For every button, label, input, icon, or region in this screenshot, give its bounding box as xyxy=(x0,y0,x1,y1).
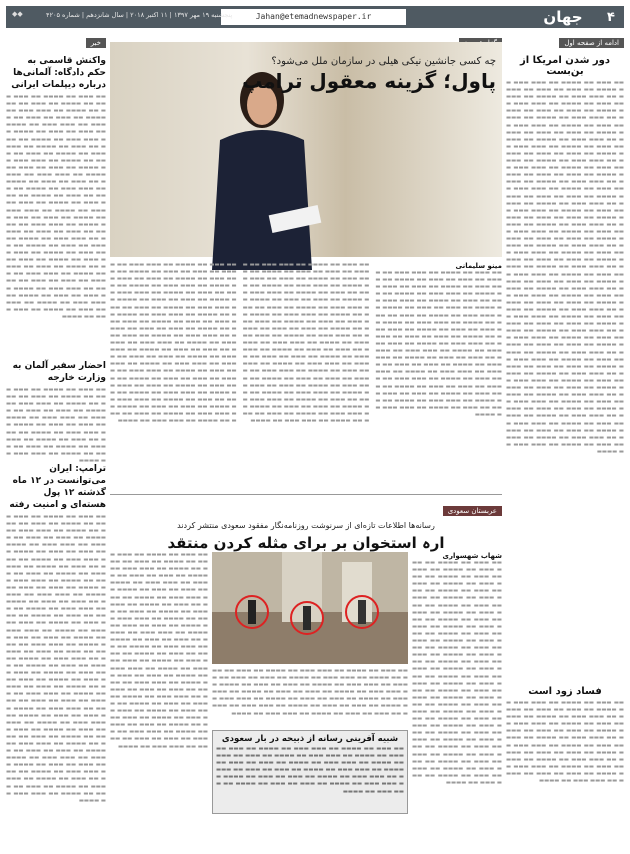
saudi-story-header xyxy=(110,494,502,550)
right-column xyxy=(506,30,624,814)
right-kicker: ادامه از صفحه اول xyxy=(559,38,624,48)
bottom-box-title: شبیه آفرینی رسانه از ذبیحه در بار سعودی xyxy=(221,734,399,744)
saudi-kicker: عربستان سعودی xyxy=(443,506,502,516)
masthead-logo: ◆◆ xyxy=(12,10,23,18)
cctv-photo xyxy=(212,552,408,664)
right-column-title-2: فساد زود است xyxy=(528,686,602,697)
lead-body xyxy=(110,262,502,490)
saudi-body-right-text: ▬▬ ▬▬▬ ▬▬ ▬▬▬▬ ▬▬ ▬▬▬ ▬▬▬ ▬▬ ▬▬▬▬ ▬▬ ▬▬▬ ▬▬ ▬▬▬ ▬▬ ▬▬▬▬ ▬▬ ▬▬▬ ▬▬▬ ▬▬ ▬▬▬▬ ▬▬ ▬▬▬ ▬▬ ▬▬▬ ▬▬ ▬▬▬▬ ▬▬ ▬▬▬ ▬▬▬ ▬▬ ▬▬▬▬ ▬▬ ▬▬▬ ▬▬ ▬▬▬ ▬▬ ▬▬▬▬ ▬▬ ▬▬▬ ▬▬▬ ▬▬ ▬▬▬▬ ▬▬ ▬▬▬ ▬▬ ▬▬▬ ▬▬ ▬▬▬▬ ▬▬ ▬▬▬ ▬▬▬ ▬▬ ▬▬▬▬ ▬▬ ▬▬▬ ▬▬ ▬▬▬ ▬▬ ▬▬▬▬ ▬▬ ▬▬▬ ▬▬▬ ▬▬ ▬▬▬▬ ▬▬ ▬▬▬ ▬▬ ▬▬▬ ▬▬ ▬▬▬▬ ▬▬ ▬▬▬ ▬▬▬ ▬▬ ▬▬▬▬ ▬▬ ▬▬▬ ▬▬ ▬▬▬ ▬▬ ▬▬▬▬ ▬▬ ▬▬▬ ▬▬▬ ▬▬ ▬▬▬▬ ▬▬ ▬▬▬ ▬▬ ▬▬▬ ▬▬ ▬▬▬▬ ▬▬ ▬▬▬ ▬▬▬ ▬▬ ▬▬▬▬ ▬▬ ▬▬▬ ▬▬ ▬▬▬ ▬▬ ▬▬▬▬ ▬▬ ▬▬▬ ▬▬▬ ▬▬ ▬▬▬▬ ▬▬ ▬▬▬ ▬▬ ▬▬▬ ▬▬ ▬▬▬▬ ▬▬ ▬▬▬ ▬▬▬ ▬▬ ▬▬▬▬ ▬▬ ▬▬▬ ▬▬ ▬▬▬ ▬▬ ▬▬▬▬ ▬▬ ▬▬▬ ▬▬▬ ▬▬ ▬▬▬▬ ▬▬ ▬▬▬ ▬▬ ▬▬▬ ▬▬ ▬▬▬▬ ▬▬ ▬▬▬ ▬▬▬ ▬▬ ▬▬▬▬ ▬▬ ▬▬▬ ▬▬ ▬▬▬ ▬▬ ▬▬▬▬ ▬▬ ▬▬▬ ▬▬▬ ▬▬ ▬▬▬▬ ▬▬ ▬▬▬ ▬▬ ▬▬▬ ▬▬ ▬▬▬▬ ▬▬ ▬▬▬ ▬▬▬ ▬▬ ▬▬▬▬ ▬▬ ▬▬▬ ▬▬ ▬▬▬ ▬▬ ▬▬▬▬ ▬▬ ▬▬▬ ▬▬▬ ▬▬ ▬▬▬▬ xyxy=(412,560,502,786)
saudi-body-center xyxy=(212,668,408,728)
lead-subtitle: چه کسی جانشین نیکی هیلی در سازمان ملل می‌شود؟ xyxy=(271,56,496,67)
section-email: Jahan@etemadnewspaper.ir xyxy=(221,9,406,25)
left-body-2: ▬▬ ▬▬▬ ▬▬ ▬▬▬▬ ▬▬ ▬▬▬ ▬▬▬ ▬▬ ▬▬▬▬ ▬▬ ▬▬▬ ▬▬ ▬▬▬ ▬▬ ▬▬▬▬ ▬▬ ▬▬▬ ▬▬▬ ▬▬ ▬▬▬▬ ▬▬ ▬▬▬ ▬▬ ▬▬▬ ▬▬ ▬▬▬▬ ▬▬ ▬▬▬ ▬▬▬ ▬▬ ▬▬▬▬ ▬▬ ▬▬▬ ▬▬ ▬▬▬ ▬▬ ▬▬▬▬ ▬▬ ▬▬▬ ▬▬▬ ▬▬ ▬▬▬▬ ▬▬ ▬▬▬ ▬▬ ▬▬▬ ▬▬ ▬▬▬▬ ▬▬ ▬▬▬ ▬▬▬ ▬▬ ▬▬▬▬ ▬▬ ▬▬▬ ▬▬ ▬▬▬ ▬▬ ▬▬▬▬ ▬▬ ▬▬▬ ▬▬▬ ▬▬ ▬▬▬▬ xyxy=(6,387,106,464)
saudi-body-right xyxy=(412,552,502,792)
left-kicker: خبر xyxy=(86,38,106,48)
issue-dateline: پنجشنبه ۱۹ مهر ۱۳۹۷ | ۱۱ اکتبر ۲۰۱۸ | سال شانزدهم | شماره ۴۲۰۵ xyxy=(46,11,233,19)
left-headline-3: ترامپ: ایران می‌توانست در ۱۲ ماه گذشته ۱۲ پول هسته‌ای و امنیت رفته xyxy=(9,464,106,510)
right-column-body: ▬▬ ▬▬▬ ▬▬ ▬▬▬▬ ▬▬ ▬▬▬ ▬▬▬ ▬▬ ▬▬▬▬ ▬▬ ▬▬▬ ▬▬ ▬▬▬ ▬▬ ▬▬▬▬ ▬▬ ▬▬▬ ▬▬▬ ▬▬ ▬▬▬▬ ▬▬ ▬▬▬ ▬▬ ▬▬▬ ▬▬ ▬▬▬▬ ▬▬ ▬▬▬ ▬▬▬ ▬▬ ▬▬▬▬ ▬▬ ▬▬▬ ▬▬ ▬▬▬ ▬▬ ▬▬▬▬ ▬▬ ▬▬▬ ▬▬▬ ▬▬ ▬▬▬▬ ▬▬ ▬▬▬ ▬▬ ▬▬▬ ▬▬ ▬▬▬▬ ▬▬ ▬▬▬ ▬▬▬ ▬▬ ▬▬▬▬ ▬▬ ▬▬▬ ▬▬ ▬▬▬ ▬▬ ▬▬▬▬ ▬▬ ▬▬▬ ▬▬▬ ▬▬ ▬▬▬▬ ▬▬ ▬▬▬ ▬▬ ▬▬▬ ▬▬ ▬▬▬▬ ▬▬ ▬▬▬ ▬▬▬ ▬▬ ▬▬▬▬ ▬▬ ▬▬▬ ▬▬ ▬▬▬ ▬▬ ▬▬▬▬ ▬▬ ▬▬▬ ▬▬▬ ▬▬ ▬▬▬▬ ▬▬ ▬▬▬ ▬▬ ▬▬▬ ▬▬ ▬▬▬▬ ▬▬ ▬▬▬ ▬▬▬ ▬▬ ▬▬▬▬ ▬▬ ▬▬▬ ▬▬ ▬▬▬ ▬▬ ▬▬▬▬ ▬▬ ▬▬▬ ▬▬▬ ▬▬ ▬▬▬▬ ▬▬ ▬▬▬ ▬▬ ▬▬▬ ▬▬ ▬▬▬▬ ▬▬ ▬▬▬ ▬▬▬ ▬▬ ▬▬▬▬ ▬▬ ▬▬▬ ▬▬ ▬▬▬ ▬▬ ▬▬▬▬ ▬▬ ▬▬▬ ▬▬▬ ▬▬ ▬▬▬▬ ▬▬ ▬▬▬ ▬▬ ▬▬▬ ▬▬ ▬▬▬▬ ▬▬ ▬▬▬ ▬▬▬ ▬▬ ▬▬▬▬ ▬▬ ▬▬▬ ▬▬ ▬▬▬ ▬▬ ▬▬▬▬ ▬▬ ▬▬▬ ▬▬▬ ▬▬ ▬▬▬▬ ▬▬ ▬▬▬ ▬▬ ▬▬▬ ▬▬ ▬▬▬▬ ▬▬ ▬▬▬ ▬▬▬ ▬▬ ▬▬▬▬ ▬▬ ▬▬▬ ▬▬ ▬▬▬ ▬▬ ▬▬▬▬ ▬▬ ▬▬▬ ▬▬▬ ▬▬ ▬▬▬▬ ▬▬ ▬▬▬ ▬▬ ▬▬▬ ▬▬ ▬▬▬▬ ▬▬ ▬▬▬ ▬▬▬ ▬▬ ▬▬▬▬ ▬▬ ▬▬▬ ▬▬ ▬▬▬ ▬▬ ▬▬▬▬ ▬▬ ▬▬▬ ▬▬▬ ▬▬ ▬▬▬▬ ▬▬ ▬▬▬ ▬▬ ▬▬▬ ▬▬ ▬▬▬▬ ▬▬ ▬▬▬ ▬▬▬ ▬▬ ▬▬▬▬ ▬▬ ▬▬▬ ▬▬ ▬▬▬ ▬▬ ▬▬▬▬ ▬▬ ▬▬▬ ▬▬▬ ▬▬ ▬▬▬▬ ▬▬ ▬▬▬ ▬▬ ▬▬▬ ▬▬ ▬▬▬▬ ▬▬ ▬▬▬ ▬▬▬ ▬▬ ▬▬▬▬ ▬▬ ▬▬▬ ▬▬ ▬▬▬ ▬▬ ▬▬▬▬ ▬▬ ▬▬▬ ▬▬▬ ▬▬ ▬▬▬▬ ▬▬ ▬▬▬ ▬▬ ▬▬▬ ▬▬ ▬▬▬▬ ▬▬ ▬▬▬ ▬▬▬ ▬▬ ▬▬▬▬ ▬▬ ▬▬▬ ▬▬ ▬▬▬ ▬▬ ▬▬▬▬ ▬▬ ▬▬▬ ▬▬▬ ▬▬ ▬▬▬▬ ▬▬ ▬▬▬ ▬▬ ▬▬▬ ▬▬ ▬▬▬▬ ▬▬ ▬▬▬ ▬▬▬ ▬▬ ▬▬▬▬ ▬▬ ▬▬▬ ▬▬ ▬▬▬ ▬▬ ▬▬▬▬ ▬▬ ▬▬▬ ▬▬▬ ▬▬ ▬▬▬▬ ▬▬ ▬▬▬ ▬▬ ▬▬▬ ▬▬ ▬▬▬▬ ▬▬ ▬▬▬ ▬▬▬ ▬▬ ▬▬▬▬ ▬▬ ▬▬▬ ▬▬ ▬▬▬ ▬▬ ▬▬▬▬ ▬▬ ▬▬▬ ▬▬▬ ▬▬ ▬▬▬▬ ▬▬ ▬▬▬ ▬▬ ▬▬▬ ▬▬ ▬▬▬▬ ▬▬ ▬▬▬ ▬▬▬ ▬▬ ▬▬▬▬ ▬▬ ▬▬▬ ▬▬ ▬▬▬ ▬▬ ▬▬▬▬ ▬▬ ▬▬▬ ▬▬▬ ▬▬ ▬▬▬▬ ▬▬ ▬▬▬ ▬▬ ▬▬▬ ▬▬ ▬▬▬▬ ▬▬ ▬▬▬ ▬▬▬ ▬▬ ▬▬▬▬ ▬▬ ▬▬▬ ▬▬ ▬▬▬ ▬▬ ▬▬▬▬ ▬▬ ▬▬▬ ▬▬▬ ▬▬ ▬▬▬▬ ▬▬ ▬▬▬ ▬▬ ▬▬▬ ▬▬ ▬▬▬▬ ▬▬ ▬▬▬ ▬▬▬ ▬▬ ▬▬▬▬ ▬▬ ▬▬▬ ▬▬ ▬▬▬ ▬▬ ▬▬▬▬ ▬▬ ▬▬▬ ▬▬▬ ▬▬ ▬▬▬▬ ▬▬ ▬▬▬ ▬▬ ▬▬▬ ▬▬ ▬▬▬▬ ▬▬ ▬▬▬ ▬▬▬ ▬▬ ▬▬▬▬ xyxy=(506,80,624,455)
saudi-body-center-text: ▬▬ ▬▬▬ ▬▬ ▬▬▬▬ ▬▬ ▬▬▬ ▬▬▬ ▬▬ ▬▬▬▬ ▬▬ ▬▬▬ ▬▬ ▬▬▬ ▬▬ ▬▬▬▬ ▬▬ ▬▬▬ ▬▬▬ ▬▬ ▬▬▬▬ ▬▬ ▬▬▬ ▬▬ ▬▬▬ ▬▬ ▬▬▬▬ ▬▬ ▬▬▬ ▬▬▬ ▬▬ ▬▬▬▬ ▬▬ ▬▬▬ ▬▬ ▬▬▬ ▬▬ ▬▬▬▬ ▬▬ ▬▬▬ ▬▬▬ ▬▬ ▬▬▬▬ ▬▬ ▬▬▬ ▬▬ ▬▬▬ ▬▬ ▬▬▬▬ ▬▬ ▬▬▬ ▬▬▬ ▬▬ ▬▬▬▬ ▬▬ ▬▬▬ ▬▬ ▬▬▬ ▬▬ ▬▬▬▬ ▬▬ ▬▬▬ ▬▬▬ ▬▬ ▬▬▬▬ ▬▬ ▬▬▬ ▬▬ ▬▬▬ ▬▬ ▬▬▬▬ ▬▬ ▬▬▬ ▬▬▬ ▬▬ ▬▬▬▬ ▬▬ ▬▬▬ ▬▬ ▬▬▬ ▬▬ ▬▬▬▬ ▬▬ ▬▬▬ ▬▬▬ ▬▬ ▬▬▬▬ xyxy=(212,668,408,717)
section-title: جهان xyxy=(543,8,583,26)
cctv-scene xyxy=(212,552,408,664)
bottom-sidebar-box xyxy=(212,730,408,814)
left-body-3: ▬▬ ▬▬▬ ▬▬ ▬▬▬▬ ▬▬ ▬▬▬ ▬▬▬ ▬▬ ▬▬▬▬ ▬▬ ▬▬▬ ▬▬ ▬▬▬ ▬▬ ▬▬▬▬ ▬▬ ▬▬▬ ▬▬▬ ▬▬ ▬▬▬▬ ▬▬ ▬▬▬ ▬▬ ▬▬▬ ▬▬ ▬▬▬▬ ▬▬ ▬▬▬ ▬▬▬ ▬▬ ▬▬▬▬ ▬▬ ▬▬▬ ▬▬ ▬▬▬ ▬▬ ▬▬▬▬ ▬▬ ▬▬▬ ▬▬▬ ▬▬ ▬▬▬▬ ▬▬ ▬▬▬ ▬▬ ▬▬▬ ▬▬ ▬▬▬▬ ▬▬ ▬▬▬ ▬▬▬ ▬▬ ▬▬▬▬ ▬▬ ▬▬▬ ▬▬ ▬▬▬ ▬▬ ▬▬▬▬ ▬▬ ▬▬▬ ▬▬▬ ▬▬ ▬▬▬▬ ▬▬ ▬▬▬ ▬▬ ▬▬▬ ▬▬ ▬▬▬▬ ▬▬ ▬▬▬ ▬▬▬ ▬▬ ▬▬▬▬ ▬▬ ▬▬▬ ▬▬ ▬▬▬ ▬▬ ▬▬▬▬ ▬▬ ▬▬▬ ▬▬▬ ▬▬ ▬▬▬▬ ▬▬ ▬▬▬ ▬▬ ▬▬▬ ▬▬ ▬▬▬▬ ▬▬ ▬▬▬ ▬▬▬ ▬▬ ▬▬▬▬ ▬▬ ▬▬▬ ▬▬ ▬▬▬ ▬▬ ▬▬▬▬ ▬▬ ▬▬▬ ▬▬▬ ▬▬ ▬▬▬▬ ▬▬ ▬▬▬ ▬▬ ▬▬▬ ▬▬ ▬▬▬▬ ▬▬ ▬▬▬ ▬▬▬ ▬▬ ▬▬▬▬ ▬▬ ▬▬▬ ▬▬ ▬▬▬ ▬▬ ▬▬▬▬ ▬▬ ▬▬▬ ▬▬▬ ▬▬ ▬▬▬▬ ▬▬ ▬▬▬ ▬▬ ▬▬▬ ▬▬ ▬▬▬▬ ▬▬ ▬▬▬ ▬▬▬ ▬▬ ▬▬▬▬ ▬▬ ▬▬▬ ▬▬ ▬▬▬ ▬▬ ▬▬▬▬ ▬▬ ▬▬▬ ▬▬▬ ▬▬ ▬▬▬▬ ▬▬ ▬▬▬ ▬▬ ▬▬▬ ▬▬ ▬▬▬▬ ▬▬ ▬▬▬ ▬▬▬ ▬▬ ▬▬▬▬ ▬▬ ▬▬▬ ▬▬ ▬▬▬ ▬▬ ▬▬▬▬ ▬▬ ▬▬▬ ▬▬▬ ▬▬ ▬▬▬▬ ▬▬ ▬▬▬ ▬▬ ▬▬▬ ▬▬ ▬▬▬▬ ▬▬ ▬▬▬ ▬▬▬ ▬▬ ▬▬▬▬ ▬▬ ▬▬▬ ▬▬ ▬▬▬ ▬▬ ▬▬▬▬ ▬▬ ▬▬▬ ▬▬▬ ▬▬ ▬▬▬▬ ▬▬ ▬▬▬ ▬▬ ▬▬▬ ▬▬ ▬▬▬▬ ▬▬ ▬▬▬ ▬▬▬ ▬▬ ▬▬▬▬ ▬▬ ▬▬▬ ▬▬ ▬▬▬ ▬▬ ▬▬▬▬ ▬▬ ▬▬▬ ▬▬▬ ▬▬ ▬▬▬▬ ▬▬ ▬▬▬ ▬▬ ▬▬▬ ▬▬ ▬▬▬▬ ▬▬ ▬▬▬ ▬▬▬ ▬▬ ▬▬▬▬ ▬▬ ▬▬▬ ▬▬ ▬▬▬ ▬▬ ▬▬▬▬ ▬▬ ▬▬▬ ▬▬▬ ▬▬ ▬▬▬▬ ▬▬ ▬▬▬ ▬▬ ▬▬▬ ▬▬ ▬▬▬▬ ▬▬ ▬▬▬ ▬▬▬ ▬▬ ▬▬▬▬ xyxy=(6,514,106,804)
lead-byline: مینو سلیمانی xyxy=(455,262,502,270)
bottom-box-body: ▬▬ ▬▬▬ ▬▬ ▬▬▬▬ ▬▬ ▬▬▬ ▬▬▬ ▬▬ ▬▬▬▬ ▬▬ ▬▬▬ ▬▬ ▬▬▬ ▬▬ ▬▬▬▬ ▬▬ ▬▬▬ ▬▬▬ ▬▬ ▬▬▬▬ ▬▬ ▬▬▬ ▬▬ ▬▬▬ ▬▬ ▬▬▬▬ ▬▬ ▬▬▬ ▬▬▬ ▬▬ ▬▬▬▬ ▬▬ ▬▬▬ ▬▬ ▬▬▬ ▬▬ ▬▬▬▬ ▬▬ ▬▬▬ ▬▬▬ ▬▬ ▬▬▬▬ ▬▬ ▬▬▬ ▬▬ ▬▬▬ ▬▬ ▬▬▬▬ ▬▬ ▬▬▬ ▬▬▬ ▬▬ ▬▬▬▬ ▬▬ ▬▬▬ ▬▬ ▬▬▬ ▬▬ ▬▬▬▬ ▬▬ ▬▬▬ ▬▬▬ ▬▬ ▬▬▬▬ ▬▬ ▬▬▬ ▬▬ ▬▬▬ ▬▬ ▬▬▬▬ ▬▬ ▬▬▬ ▬▬▬ ▬▬ ▬▬▬▬ xyxy=(216,746,404,795)
left-body-1: ▬▬ ▬▬▬ ▬▬ ▬▬▬▬ ▬▬ ▬▬▬ ▬▬▬ ▬▬ ▬▬▬▬ ▬▬ ▬▬▬ ▬▬ ▬▬▬ ▬▬ ▬▬▬▬ ▬▬ ▬▬▬ ▬▬▬ ▬▬ ▬▬▬▬ ▬▬ ▬▬▬ ▬▬ ▬▬▬ ▬▬ ▬▬▬▬ ▬▬ ▬▬▬ ▬▬▬ ▬▬ ▬▬▬▬ ▬▬ ▬▬▬ ▬▬ ▬▬▬ ▬▬ ▬▬▬▬ ▬▬ ▬▬▬ ▬▬▬ ▬▬ ▬▬▬▬ ▬▬ ▬▬▬ ▬▬ ▬▬▬ ▬▬ ▬▬▬▬ ▬▬ ▬▬▬ ▬▬▬ ▬▬ ▬▬▬▬ ▬▬ ▬▬▬ ▬▬ ▬▬▬ ▬▬ ▬▬▬▬ ▬▬ ▬▬▬ ▬▬▬ ▬▬ ▬▬▬▬ ▬▬ ▬▬▬ ▬▬ ▬▬▬ ▬▬ ▬▬▬▬ ▬▬ ▬▬▬ ▬▬▬ ▬▬ ▬▬▬▬ ▬▬ ▬▬▬ ▬▬ ▬▬▬ ▬▬ ▬▬▬▬ ▬▬ ▬▬▬ ▬▬▬ ▬▬ ▬▬▬▬ ▬▬ ▬▬▬ ▬▬ ▬▬▬ ▬▬ ▬▬▬▬ ▬▬ ▬▬▬ ▬▬▬ ▬▬ ▬▬▬▬ ▬▬ ▬▬▬ ▬▬ ▬▬▬ ▬▬ ▬▬▬▬ ▬▬ ▬▬▬ ▬▬▬ ▬▬ ▬▬▬▬ ▬▬ ▬▬▬ ▬▬ ▬▬▬ ▬▬ ▬▬▬▬ ▬▬ ▬▬▬ ▬▬▬ ▬▬ ▬▬▬▬ ▬▬ ▬▬▬ ▬▬ ▬▬▬ ▬▬ ▬▬▬▬ ▬▬ ▬▬▬ ▬▬▬ ▬▬ ▬▬▬▬ ▬▬ ▬▬▬ ▬▬ ▬▬▬ ▬▬ ▬▬▬▬ ▬▬ ▬▬▬ ▬▬▬ ▬▬ ▬▬▬▬ ▬▬ ▬▬▬ ▬▬ ▬▬▬ ▬▬ ▬▬▬▬ ▬▬ ▬▬▬ ▬▬▬ ▬▬ ▬▬▬▬ ▬▬ ▬▬▬ ▬▬ ▬▬▬ ▬▬ ▬▬▬▬ ▬▬ ▬▬▬ ▬▬▬ ▬▬ ▬▬▬▬ ▬▬ ▬▬▬ ▬▬ ▬▬▬ ▬▬ ▬▬▬▬ ▬▬ ▬▬▬ ▬▬▬ ▬▬ ▬▬▬▬ ▬▬ ▬▬▬ ▬▬ ▬▬▬ ▬▬ ▬▬▬▬ ▬▬ ▬▬▬ ▬▬▬ ▬▬ ▬▬▬▬ ▬▬ ▬▬▬ ▬▬ ▬▬▬ ▬▬ ▬▬▬▬ ▬▬ ▬▬▬ ▬▬▬ ▬▬ ▬▬▬▬ xyxy=(6,94,106,320)
lead-headline: پاول؛ گزینه معقول ترامپ xyxy=(242,69,496,93)
lead-photo xyxy=(110,42,502,257)
right-column-title: دور شدن امریکا از بن‌بست xyxy=(519,55,611,77)
page-header-bar xyxy=(6,6,624,28)
left-headline-2: احضار سفیر آلمان به وزارت خارجه xyxy=(12,361,106,383)
left-column xyxy=(6,30,106,814)
lead-headline-block xyxy=(242,56,496,93)
page-number: ۴ xyxy=(607,9,615,25)
left-headline-1: واکنش قاسمی به حکم دادگاه: آلمانی‌ها درباره دیپلمات ایرانی xyxy=(11,56,106,90)
saudi-byline: شهاب شهسواری xyxy=(442,552,502,560)
lead-story xyxy=(110,30,502,258)
saudi-subtitle: رسانه‌ها اطلاعات تازه‌ای از سرنوشت روزنامه‌نگار مفقود سعودی منتشر کردند xyxy=(177,521,435,530)
saudi-body-left xyxy=(110,552,208,792)
saudi-headline: ارہ استخوان بر برای مثله کردن منتقد xyxy=(167,534,445,552)
lead-body-col-2: ▬▬ ▬▬▬ ▬▬ ▬▬▬▬ ▬▬ ▬▬▬ ▬▬▬ ▬▬ ▬▬▬▬ ▬▬ ▬▬▬ ▬▬ ▬▬▬ ▬▬ ▬▬▬▬ ▬▬ ▬▬▬ ▬▬▬ ▬▬ ▬▬▬▬ ▬▬ ▬▬▬ ▬▬ ▬▬▬ ▬▬ ▬▬▬▬ ▬▬ ▬▬▬ ▬▬▬ ▬▬ ▬▬▬▬ ▬▬ ▬▬▬ ▬▬ ▬▬▬ ▬▬ ▬▬▬▬ ▬▬ ▬▬▬ ▬▬▬ ▬▬ ▬▬▬▬ ▬▬ ▬▬▬ ▬▬ ▬▬▬ ▬▬ ▬▬▬▬ ▬▬ ▬▬▬ ▬▬▬ ▬▬ ▬▬▬▬ ▬▬ ▬▬▬ ▬▬ ▬▬▬ ▬▬ ▬▬▬▬ ▬▬ ▬▬▬ ▬▬▬ ▬▬ ▬▬▬▬ ▬▬ ▬▬▬ ▬▬ ▬▬▬ ▬▬ ▬▬▬▬ ▬▬ ▬▬▬ ▬▬▬ ▬▬ ▬▬▬▬ ▬▬ ▬▬▬ ▬▬ ▬▬▬ ▬▬ ▬▬▬▬ ▬▬ ▬▬▬ ▬▬▬ ▬▬ ▬▬▬▬ ▬▬ ▬▬▬ ▬▬ ▬▬▬ ▬▬ ▬▬▬▬ ▬▬ ▬▬▬ ▬▬▬ ▬▬ ▬▬▬▬ ▬▬ ▬▬▬ ▬▬ ▬▬▬ ▬▬ ▬▬▬▬ ▬▬ ▬▬▬ ▬▬▬ ▬▬ ▬▬▬▬ ▬▬ ▬▬▬ ▬▬ ▬▬▬ ▬▬ ▬▬▬▬ ▬▬ ▬▬▬ ▬▬▬ ▬▬ ▬▬▬▬ ▬▬ ▬▬▬ ▬▬ ▬▬▬ ▬▬ ▬▬▬▬ ▬▬ ▬▬▬ ▬▬▬ ▬▬ ▬▬▬▬ ▬▬ ▬▬▬ ▬▬ ▬▬▬ ▬▬ ▬▬▬▬ ▬▬ ▬▬▬ ▬▬▬ ▬▬ ▬▬▬▬ ▬▬ ▬▬▬ ▬▬ ▬▬▬ ▬▬ ▬▬▬▬ ▬▬ ▬▬▬ ▬▬▬ ▬▬ ▬▬▬▬ ▬▬ ▬▬▬ ▬▬ ▬▬▬ ▬▬ ▬▬▬▬ ▬▬ ▬▬▬ ▬▬▬ ▬▬ ▬▬▬▬ ▬▬ ▬▬▬ ▬▬ ▬▬▬ ▬▬ ▬▬▬▬ ▬▬ ▬▬▬ ▬▬▬ ▬▬ ▬▬▬▬ ▬▬ ▬▬▬ ▬▬ ▬▬▬ ▬▬ ▬▬▬▬ ▬▬ ▬▬▬ ▬▬▬ ▬▬ ▬▬▬▬ xyxy=(242,262,370,425)
lead-body-col-3: ▬▬ ▬▬▬ ▬▬ ▬▬▬▬ ▬▬ ▬▬▬ ▬▬▬ ▬▬ ▬▬▬▬ ▬▬ ▬▬▬ ▬▬ ▬▬▬ ▬▬ ▬▬▬▬ ▬▬ ▬▬▬ ▬▬▬ ▬▬ ▬▬▬▬ ▬▬ ▬▬▬ ▬▬ ▬▬▬ ▬▬ ▬▬▬▬ ▬▬ ▬▬▬ ▬▬▬ ▬▬ ▬▬▬▬ ▬▬ ▬▬▬ ▬▬ ▬▬▬ ▬▬ ▬▬▬▬ ▬▬ ▬▬▬ ▬▬▬ ▬▬ ▬▬▬▬ ▬▬ ▬▬▬ ▬▬ ▬▬▬ ▬▬ ▬▬▬▬ ▬▬ ▬▬▬ ▬▬▬ ▬▬ ▬▬▬▬ ▬▬ ▬▬▬ ▬▬ ▬▬▬ ▬▬ ▬▬▬▬ ▬▬ ▬▬▬ ▬▬▬ ▬▬ ▬▬▬▬ ▬▬ ▬▬▬ ▬▬ ▬▬▬ ▬▬ ▬▬▬▬ ▬▬ ▬▬▬ ▬▬▬ ▬▬ ▬▬▬▬ ▬▬ ▬▬▬ ▬▬ ▬▬▬ ▬▬ ▬▬▬▬ ▬▬ ▬▬▬ ▬▬▬ ▬▬ ▬▬▬▬ ▬▬ ▬▬▬ ▬▬ ▬▬▬ ▬▬ ▬▬▬▬ ▬▬ ▬▬▬ ▬▬▬ ▬▬ ▬▬▬▬ ▬▬ ▬▬▬ ▬▬ ▬▬▬ ▬▬ ▬▬▬▬ ▬▬ ▬▬▬ ▬▬▬ ▬▬ ▬▬▬▬ ▬▬ ▬▬▬ ▬▬ ▬▬▬ ▬▬ ▬▬▬▬ ▬▬ ▬▬▬ ▬▬▬ ▬▬ ▬▬▬▬ ▬▬ ▬▬▬ ▬▬ ▬▬▬ ▬▬ ▬▬▬▬ ▬▬ ▬▬▬ ▬▬▬ ▬▬ ▬▬▬▬ ▬▬ ▬▬▬ ▬▬ ▬▬▬ ▬▬ ▬▬▬▬ ▬▬ ▬▬▬ ▬▬▬ ▬▬ ▬▬▬▬ ▬▬ ▬▬▬ ▬▬ ▬▬▬ ▬▬ ▬▬▬▬ ▬▬ ▬▬▬ ▬▬▬ ▬▬ ▬▬▬▬ ▬▬ ▬▬▬ ▬▬ ▬▬▬ ▬▬ ▬▬▬▬ ▬▬ ▬▬▬ ▬▬▬ ▬▬ ▬▬▬▬ ▬▬ ▬▬▬ ▬▬ ▬▬▬ ▬▬ ▬▬▬▬ ▬▬ ▬▬▬ ▬▬▬ ▬▬ ▬▬▬▬ ▬▬ ▬▬▬ ▬▬ ▬▬▬ ▬▬ ▬▬▬▬ ▬▬ ▬▬▬ ▬▬▬ ▬▬ ▬▬▬▬ xyxy=(109,262,237,425)
right-column-body-2: ▬▬ ▬▬▬ ▬▬ ▬▬▬▬ ▬▬ ▬▬▬ ▬▬▬ ▬▬ ▬▬▬▬ ▬▬ ▬▬▬ ▬▬ ▬▬▬ ▬▬ ▬▬▬▬ ▬▬ ▬▬▬ ▬▬▬ ▬▬ ▬▬▬▬ ▬▬ ▬▬▬ ▬▬ ▬▬▬ ▬▬ ▬▬▬▬ ▬▬ ▬▬▬ ▬▬▬ ▬▬ ▬▬▬▬ ▬▬ ▬▬▬ ▬▬ ▬▬▬ ▬▬ ▬▬▬▬ ▬▬ ▬▬▬ ▬▬▬ ▬▬ ▬▬▬▬ ▬▬ ▬▬▬ ▬▬ ▬▬▬ ▬▬ ▬▬▬▬ ▬▬ ▬▬▬ ▬▬▬ ▬▬ ▬▬▬▬ ▬▬ ▬▬▬ ▬▬ ▬▬▬ ▬▬ ▬▬▬▬ ▬▬ ▬▬▬ ▬▬▬ ▬▬ ▬▬▬▬ ▬▬ ▬▬▬ ▬▬ ▬▬▬ ▬▬ ▬▬▬▬ ▬▬ ▬▬▬ ▬▬▬ ▬▬ ▬▬▬▬ ▬▬ ▬▬▬ ▬▬ ▬▬▬ ▬▬ ▬▬▬▬ ▬▬ ▬▬▬ ▬▬▬ ▬▬ ▬▬▬▬ xyxy=(506,700,624,785)
saudi-body-left-text: ▬▬ ▬▬▬ ▬▬ ▬▬▬▬ ▬▬ ▬▬▬ ▬▬▬ ▬▬ ▬▬▬▬ ▬▬ ▬▬▬ ▬▬ ▬▬▬ ▬▬ ▬▬▬▬ ▬▬ ▬▬▬ ▬▬▬ ▬▬ ▬▬▬▬ ▬▬ ▬▬▬ ▬▬ ▬▬▬ ▬▬ ▬▬▬▬ ▬▬ ▬▬▬ ▬▬▬ ▬▬ ▬▬▬▬ ▬▬ ▬▬▬ ▬▬ ▬▬▬ ▬▬ ▬▬▬▬ ▬▬ ▬▬▬ ▬▬▬ ▬▬ ▬▬▬▬ ▬▬ ▬▬▬ ▬▬ ▬▬▬ ▬▬ ▬▬▬▬ ▬▬ ▬▬▬ ▬▬▬ ▬▬ ▬▬▬▬ ▬▬ ▬▬▬ ▬▬ ▬▬▬ ▬▬ ▬▬▬▬ ▬▬ ▬▬▬ ▬▬▬ ▬▬ ▬▬▬▬ ▬▬ ▬▬▬ ▬▬ ▬▬▬ ▬▬ ▬▬▬▬ ▬▬ ▬▬▬ ▬▬▬ ▬▬ ▬▬▬▬ ▬▬ ▬▬▬ ▬▬ ▬▬▬ ▬▬ ▬▬▬▬ ▬▬ ▬▬▬ ▬▬▬ ▬▬ ▬▬▬▬ ▬▬ ▬▬▬ ▬▬ ▬▬▬ ▬▬ ▬▬▬▬ ▬▬ ▬▬▬ ▬▬▬ ▬▬ ▬▬▬▬ ▬▬ ▬▬▬ ▬▬ ▬▬▬ ▬▬ ▬▬▬▬ ▬▬ ▬▬▬ ▬▬▬ ▬▬ ▬▬▬▬ ▬▬ ▬▬▬ ▬▬ ▬▬▬ ▬▬ ▬▬▬▬ ▬▬ ▬▬▬ ▬▬▬ ▬▬ ▬▬▬▬ ▬▬ ▬▬▬ ▬▬ ▬▬▬ ▬▬ ▬▬▬▬ ▬▬ ▬▬▬ ▬▬▬ ▬▬ ▬▬▬▬ ▬▬ ▬▬▬ ▬▬ ▬▬▬ ▬▬ ▬▬▬▬ ▬▬ ▬▬▬ ▬▬▬ ▬▬ ▬▬▬▬ ▬▬ ▬▬▬ ▬▬ ▬▬▬ ▬▬ ▬▬▬▬ ▬▬ ▬▬▬ ▬▬▬ ▬▬ ▬▬▬▬ ▬▬ ▬▬▬ ▬▬ ▬▬▬ ▬▬ ▬▬▬▬ ▬▬ ▬▬▬ ▬▬▬ ▬▬ ▬▬▬▬ ▬▬ ▬▬▬ ▬▬ ▬▬▬ ▬▬ ▬▬▬▬ ▬▬ ▬▬▬ ▬▬▬ ▬▬ ▬▬▬▬ xyxy=(110,552,208,750)
lead-body-col-1: ▬▬ ▬▬▬ ▬▬ ▬▬▬▬ ▬▬ ▬▬▬ ▬▬▬ ▬▬ ▬▬▬▬ ▬▬ ▬▬▬ ▬▬ ▬▬▬ ▬▬ ▬▬▬▬ ▬▬ ▬▬▬ ▬▬▬ ▬▬ ▬▬▬▬ ▬▬ ▬▬▬ ▬▬ ▬▬▬ ▬▬ ▬▬▬▬ ▬▬ ▬▬▬ ▬▬▬ ▬▬ ▬▬▬▬ ▬▬ ▬▬▬ ▬▬ ▬▬▬ ▬▬ ▬▬▬▬ ▬▬ ▬▬▬ ▬▬▬ ▬▬ ▬▬▬▬ ▬▬ ▬▬▬ ▬▬ ▬▬▬ ▬▬ ▬▬▬▬ ▬▬ ▬▬▬ ▬▬▬ ▬▬ ▬▬▬▬ ▬▬ ▬▬▬ ▬▬ ▬▬▬ ▬▬ ▬▬▬▬ ▬▬ ▬▬▬ ▬▬▬ ▬▬ ▬▬▬▬ ▬▬ ▬▬▬ ▬▬ ▬▬▬ ▬▬ ▬▬▬▬ ▬▬ ▬▬▬ ▬▬▬ ▬▬ ▬▬▬▬ ▬▬ ▬▬▬ ▬▬ ▬▬▬ ▬▬ ▬▬▬▬ ▬▬ ▬▬▬ ▬▬▬ ▬▬ ▬▬▬▬ ▬▬ ▬▬▬ ▬▬ ▬▬▬ ▬▬ ▬▬▬▬ ▬▬ ▬▬▬ ▬▬▬ ▬▬ ▬▬▬▬ ▬▬ ▬▬▬ ▬▬ ▬▬▬ ▬▬ ▬▬▬▬ ▬▬ ▬▬▬ ▬▬▬ ▬▬ ▬▬▬▬ ▬▬ ▬▬▬ ▬▬ ▬▬▬ ▬▬ ▬▬▬▬ ▬▬ ▬▬▬ ▬▬▬ ▬▬ ▬▬▬▬ ▬▬ ▬▬▬ ▬▬ ▬▬▬ ▬▬ ▬▬▬▬ ▬▬ ▬▬▬ ▬▬▬ ▬▬ ▬▬▬▬ ▬▬ ▬▬▬ ▬▬ ▬▬▬ ▬▬ ▬▬▬▬ ▬▬ ▬▬▬ ▬▬▬ ▬▬ ▬▬▬▬ ▬▬ ▬▬▬ ▬▬ ▬▬▬ ▬▬ ▬▬▬▬ ▬▬ ▬▬▬ ▬▬▬ ▬▬ ▬▬▬▬ ▬▬ ▬▬▬ ▬▬ ▬▬▬ ▬▬ ▬▬▬▬ ▬▬ ▬▬▬ ▬▬▬ ▬▬ ▬▬▬▬ xyxy=(375,270,502,418)
